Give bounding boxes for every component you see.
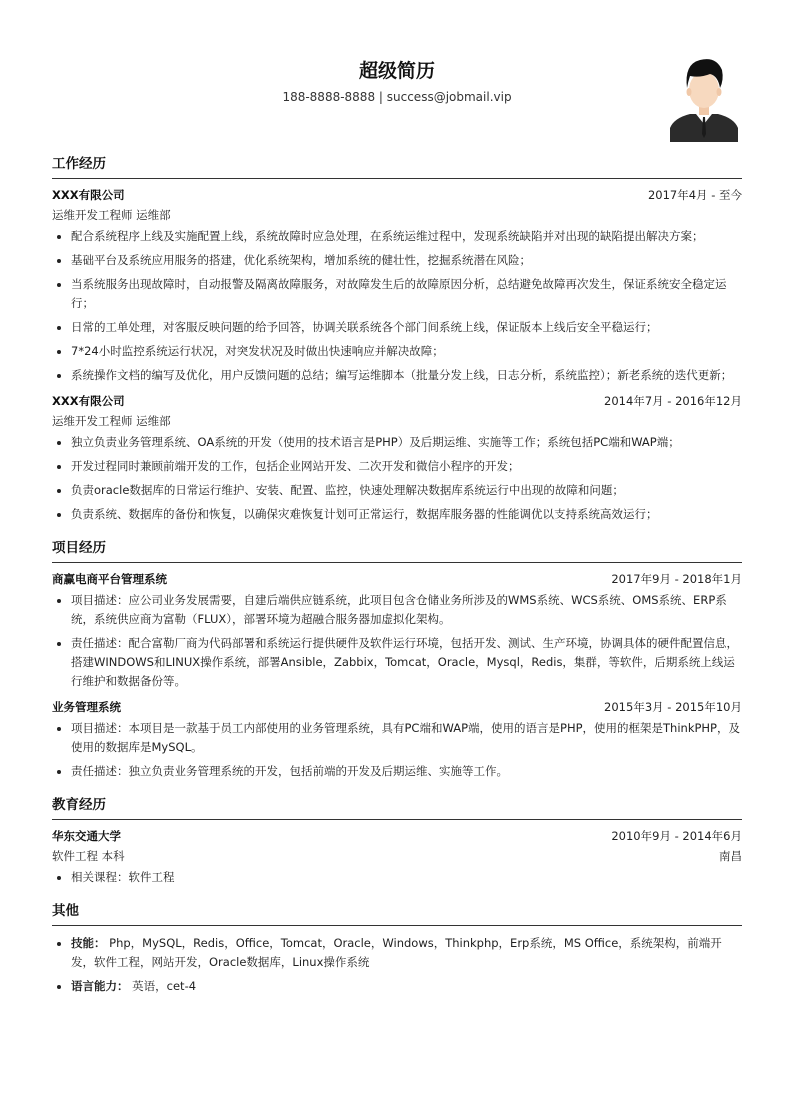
entry-date: 2010年9月 - 2014年6月	[611, 829, 742, 843]
project-details-list	[52, 591, 742, 691]
language-text: 英语，cet-4	[132, 979, 197, 993]
list-item: 负责oracle数据库的日常运行维护、安装、配置、监控，快速处理解决数据库系统运行中出现的故障和问题；	[52, 481, 742, 500]
list-item: 系统操作文档的编写及优化，用户反馈问题的总结；编写运维脚本（批量分发上线，日志分析，系统监控）；新老系统的迭代更新；	[52, 366, 742, 385]
job-role-text: 运维开发工程师 运维部	[52, 414, 171, 428]
list-item: 开发过程同时兼顾前端开发的工作，包括企业网站开发、二次开发和微信小程序的开发；	[52, 457, 742, 476]
list-item: 独立负责业务管理系统、OA系统的开发（使用的技术语言是PHP）及后期运维、实施等工作；系统包括PC端和WAP端；	[52, 433, 742, 452]
project-details-list	[52, 719, 742, 781]
list-item: 配合系统程序上线及实施配置上线，系统故障时应急处理，在系统运维过程中，发现系统缺陷并对出现的缺陷提出解决方案；	[52, 227, 742, 246]
courses-list	[52, 868, 742, 887]
resume-page	[52, 0, 742, 1008]
entry-date: 2017年9月 - 2018年1月	[611, 572, 742, 586]
education-section	[52, 793, 742, 887]
list-item: 当系统服务出现故障时，自动报警及隔离故障服务，对故障发生后的故障原因分析，总结避免故障再次发生，保证系统安全稳定运行；	[52, 275, 742, 313]
section-title-projects: 项目经历	[52, 536, 742, 563]
job-role-text: 运维开发工程师 运维部	[52, 208, 171, 222]
job-role	[52, 207, 742, 223]
project-name: 业务管理系统	[52, 700, 121, 714]
list-item: 项目描述：本项目是一款基于员工内部使用的业务管理系统，具有PC端和WAP端，使用的语言是PHP，使用的框架是ThinkPHP，及使用的数据库是MySQL。	[52, 719, 742, 757]
list-item: 责任描述：配合富勒厂商为代码部署和系统运行提供硬件及软件运行环境，包括开发、测试、生产环境，协调具体的硬件配置信息，搭建WINDOWS和LINUX操作系统，部署Ansible，Zabbix，Tomcat，Oracle，Mysql，Redis，集群，等软件，后期系统上线运行维护和数据备份等。	[52, 634, 742, 691]
work-duties-list	[52, 433, 742, 524]
other-list	[52, 934, 742, 996]
section-title-other: 其他	[52, 899, 742, 926]
company-name: XXX有限公司	[52, 188, 125, 202]
list-item: 责任描述：独立负责业务管理系统的开发，包括前端的开发及后期运维、实施等工作。	[52, 762, 742, 781]
other-section	[52, 899, 742, 996]
job-role	[52, 413, 742, 429]
resume-header	[52, 0, 742, 150]
list-item: 负责系统、数据库的备份和恢复，以确保灾难恢复计划可正常运行，数据库服务器的性能调优以支持系统高效运行；	[52, 505, 742, 524]
work-duties-list	[52, 227, 742, 385]
list-item: 日常的工单处理，对客服反映问题的给予回答，协调关联系统各个部门间系统上线，保证版本上线后安全平稳运行；	[52, 318, 742, 337]
school-name: 华东交通大学	[52, 829, 121, 843]
skills-text: Php，MySQL，Redis，Office，Tomcat，Oracle，Windows，Thinkphp，Erp系统，MS Office，系统架构，前端开发，软件工程，网站开发，Oracle数据库，Linux操作系统	[71, 936, 722, 969]
avatar-icon	[670, 54, 738, 142]
list-item: 7*24小时监控系统运行状况，对突发状况及时做出快速响应并解决故障；	[52, 342, 742, 361]
projects-section	[52, 536, 742, 781]
work-entry-head	[52, 393, 742, 409]
project-name: 商赢电商平台管理系统	[52, 572, 167, 586]
school-location: 南昌	[719, 849, 742, 863]
contact-info: 188-8888-8888 | success@jobmail.vip	[282, 90, 512, 104]
entry-date: 2015年3月 - 2015年10月	[604, 700, 742, 714]
list-item: 相关课程：软件工程	[52, 868, 742, 887]
major-degree: 软件工程 本科	[52, 849, 125, 863]
education-entry-head	[52, 828, 742, 844]
language-item	[52, 977, 742, 996]
list-item: 基础平台及系统应用服务的搭建，优化系统架构，增加系统的健壮性，挖掘系统潜在风险；	[52, 251, 742, 270]
section-title-work: 工作经历	[52, 152, 742, 179]
company-name: XXX有限公司	[52, 394, 125, 408]
list-item: 项目描述：应公司业务发展需要，自建后端供应链系统，此项目包含仓储业务所涉及的WMS系统、WCS系统、OMS系统、ERP系统，系统供应商为富勒（FLUX），部署环境为超融合服务器加虚拟化架构。	[52, 591, 742, 629]
project-entry-head	[52, 571, 742, 587]
project-entry-head	[52, 699, 742, 715]
work-entry-head	[52, 187, 742, 203]
section-title-education: 教育经历	[52, 793, 742, 820]
skills-item	[52, 934, 742, 972]
work-section	[52, 152, 742, 524]
entry-date: 2014年7月 - 2016年12月	[604, 394, 742, 408]
skills-label: 技能：	[71, 936, 106, 950]
language-label: 语言能力：	[71, 979, 129, 993]
entry-date: 2017年4月 - 至今	[647, 188, 742, 202]
education-sub	[52, 848, 742, 864]
candidate-name: 超级简历	[358, 60, 435, 82]
